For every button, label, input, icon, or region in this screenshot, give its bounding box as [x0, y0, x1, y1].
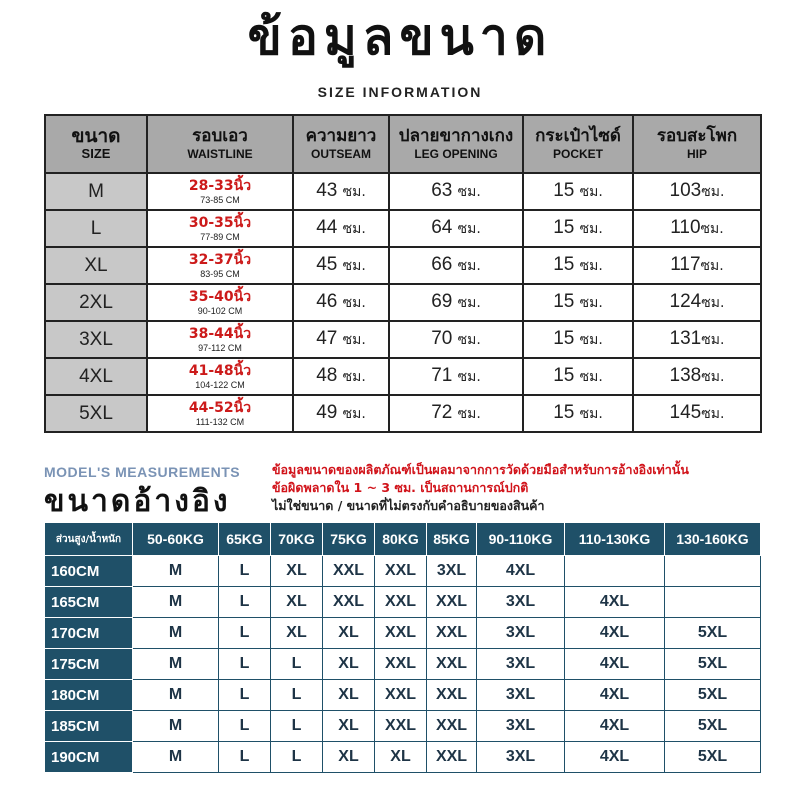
outseam-value-cell: [293, 395, 389, 432]
page-title: ข้อมูลขนาด: [247, 8, 553, 66]
waist-cell: [147, 321, 293, 358]
recommended-size: XL: [323, 711, 375, 742]
recommended-size: L: [271, 649, 323, 680]
size-row: [45, 173, 761, 210]
recommended-size: 3XL: [477, 680, 565, 711]
hip-value-cell: [633, 173, 761, 210]
waist-centimeters: 83-95 CM: [200, 268, 240, 279]
unit-label: ซม.: [700, 258, 724, 274]
recommended-size: 4XL: [565, 618, 665, 649]
hip-value-cell: [633, 210, 761, 247]
unit-label: ซม.: [457, 332, 481, 348]
model-measurements-label: MODEL'S MEASUREMENTS: [44, 464, 241, 480]
column-header-pocket: [523, 115, 633, 173]
recommended-size: M: [133, 711, 219, 742]
unit-label: ซม.: [700, 221, 724, 237]
size-row: [45, 210, 761, 247]
fit-row: [45, 680, 761, 711]
page-subtitle: SIZE INFORMATION: [317, 84, 483, 100]
leg-opening-value-cell: [389, 395, 523, 432]
hip-value-cell: [633, 358, 761, 395]
column-header-th: รอบสะโพก: [656, 126, 738, 146]
recommended-size: L: [219, 556, 271, 587]
weight-header: 80KG: [375, 523, 427, 556]
outseam-value-cell: [293, 284, 389, 321]
leg-opening-value: 69: [431, 291, 453, 312]
waist-cell: [147, 358, 293, 395]
recommended-size: XXL: [375, 618, 427, 649]
height-label: 180CM: [45, 680, 133, 711]
pocket-value-cell: [523, 284, 633, 321]
size-table-header-row: [45, 115, 761, 173]
column-header-waistline: [147, 115, 293, 173]
leg-opening-value: 70: [431, 328, 453, 349]
height-label: 165CM: [45, 587, 133, 618]
hip-value: 145: [669, 402, 702, 423]
unit-label: ซม.: [579, 221, 603, 237]
hip-value-cell: [633, 247, 761, 284]
unit-label: ซม.: [579, 258, 603, 274]
recommended-size: XXL: [375, 587, 427, 618]
recommended-size: XL: [323, 680, 375, 711]
height-label: 160CM: [45, 556, 133, 587]
unit-label: ซม.: [342, 184, 366, 200]
recommended-size: XL: [271, 587, 323, 618]
fit-row: [45, 742, 761, 773]
fit-row: [45, 587, 761, 618]
hip-value: 110: [670, 217, 701, 238]
pocket-value-cell: [523, 210, 633, 247]
hip-value-cell: [633, 395, 761, 432]
waist-centimeters: 73-85 CM: [200, 194, 240, 205]
unit-label: ซม.: [342, 406, 366, 422]
recommended-size: XXL: [427, 649, 477, 680]
column-header-en: WAISTLINE: [187, 147, 253, 161]
column-header-th: รอบเอว: [192, 126, 248, 146]
weight-header: 75KG: [323, 523, 375, 556]
outseam-value: 48: [316, 365, 338, 386]
outseam-value: 45: [316, 254, 338, 275]
weight-header: 110-130KG: [565, 523, 665, 556]
recommended-size: 4XL: [565, 649, 665, 680]
column-header-hip: [633, 115, 761, 173]
waist-centimeters: 104-122 CM: [195, 379, 245, 390]
mismatch-note: ไม่ใช่ขนาด / ขนาดที่ไม่ตรงกับคำอธิบายของสินค้า: [272, 498, 545, 513]
recommended-size: L: [219, 711, 271, 742]
waist-inches: 41-48นิ้ว: [188, 362, 252, 379]
column-header-outseam: [293, 115, 389, 173]
height-label: 175CM: [45, 649, 133, 680]
hip-value: 131: [669, 328, 702, 349]
unit-label: ซม.: [342, 332, 366, 348]
recommended-size: 5XL: [665, 711, 761, 742]
waist-cell: [147, 210, 293, 247]
recommended-size: 5XL: [665, 742, 761, 773]
size-table-body: [45, 173, 761, 432]
unit-label: ซม.: [457, 406, 481, 422]
waist-centimeters: 111-132 CM: [195, 416, 245, 427]
unit-label: ซม.: [701, 406, 725, 422]
size-row: [45, 395, 761, 432]
recommended-size: L: [271, 742, 323, 773]
measurement-note: ข้อมูลขนาดของผลิตภัณฑ์เป็นผลมาจากการวัดด้วยมือสำหรับการอ้างอิงเท่านั้น: [272, 462, 689, 477]
leg-opening-value-cell: [389, 210, 523, 247]
pocket-value: 15: [553, 180, 575, 201]
leg-opening-value-cell: [389, 284, 523, 321]
recommended-size: XXL: [427, 618, 477, 649]
column-header-th: ความยาว: [305, 126, 377, 146]
hip-value: 103: [669, 180, 702, 201]
waist-cell: [147, 247, 293, 284]
column-header-en: SIZE: [81, 146, 111, 161]
column-header-leg-opening: [389, 115, 523, 173]
pocket-value: 15: [553, 365, 575, 386]
size-label: 4XL: [45, 358, 147, 395]
recommended-size: L: [219, 587, 271, 618]
hip-value: 124: [669, 291, 702, 312]
column-header-en: LEG OPENING: [414, 147, 498, 161]
leg-opening-value: 63: [431, 180, 453, 201]
unit-label: ซม.: [579, 332, 603, 348]
recommended-size: L: [219, 649, 271, 680]
fit-row: [45, 556, 761, 587]
size-label: L: [45, 210, 147, 247]
fit-row: [45, 649, 761, 680]
size-information-table: [44, 114, 762, 433]
leg-opening-value-cell: [389, 247, 523, 284]
height-label: 185CM: [45, 711, 133, 742]
unit-label: ซม.: [457, 184, 481, 200]
size-row: [45, 321, 761, 358]
waist-inches: 38-44นิ้ว: [188, 325, 252, 342]
outseam-value-cell: [293, 210, 389, 247]
recommended-size: [665, 556, 761, 587]
outseam-value: 43: [316, 180, 338, 201]
fit-row: [45, 618, 761, 649]
hip-value-cell: [633, 284, 761, 321]
leg-opening-value: 72: [431, 402, 453, 423]
hip-value: 138: [669, 365, 702, 386]
waist-cell: [147, 173, 293, 210]
recommended-size: 5XL: [665, 680, 761, 711]
leg-opening-value-cell: [389, 173, 523, 210]
size-label: 3XL: [45, 321, 147, 358]
recommended-size: XL: [323, 618, 375, 649]
recommended-size: XXL: [323, 587, 375, 618]
unit-label: ซม.: [342, 369, 366, 385]
unit-label: ซม.: [579, 295, 603, 311]
size-label: XL: [45, 247, 147, 284]
recommended-size: 4XL: [565, 680, 665, 711]
recommended-size: XXL: [375, 556, 427, 587]
recommended-size: [665, 587, 761, 618]
pocket-value-cell: [523, 395, 633, 432]
waist-cell: [147, 284, 293, 321]
outseam-value-cell: [293, 358, 389, 395]
size-row: [45, 247, 761, 284]
waist-inches: 44-52นิ้ว: [188, 399, 252, 416]
recommended-size: 3XL: [427, 556, 477, 587]
unit-label: ซม.: [342, 258, 366, 274]
waist-inches: 32-37นิ้ว: [188, 251, 252, 268]
recommended-size: 3XL: [477, 711, 565, 742]
leg-opening-value: 71: [431, 365, 453, 386]
waist-cell: [147, 395, 293, 432]
column-header-en: OUTSEAM: [311, 147, 371, 161]
recommended-size: M: [133, 587, 219, 618]
column-header-th: ขนาด: [71, 125, 121, 147]
pocket-value-cell: [523, 321, 633, 358]
recommended-size: XXL: [323, 556, 375, 587]
leg-opening-value-cell: [389, 321, 523, 358]
size-row: [45, 358, 761, 395]
recommended-size: 3XL: [477, 742, 565, 773]
outseam-value: 44: [316, 217, 338, 238]
fit-row: [45, 711, 761, 742]
pocket-value: 15: [553, 217, 575, 238]
outseam-value-cell: [293, 173, 389, 210]
pocket-value-cell: [523, 358, 633, 395]
recommended-size: M: [133, 556, 219, 587]
waist-centimeters: 77-89 CM: [200, 231, 240, 242]
waist-inches: 28-33นิ้ว: [188, 177, 252, 194]
recommended-size: 5XL: [665, 618, 761, 649]
tolerance-note: ข้อผิดพลาดใน 1 ~ 3 ซม. เป็นสถานการณ์ปกติ: [272, 480, 529, 495]
size-label: 2XL: [45, 284, 147, 321]
recommended-size: XXL: [375, 711, 427, 742]
weight-header: 85KG: [427, 523, 477, 556]
pocket-value-cell: [523, 173, 633, 210]
outseam-value: 49: [316, 402, 338, 423]
recommended-size: M: [133, 649, 219, 680]
recommended-size: XL: [271, 556, 323, 587]
column-header-th: กระเป๋าไซด์: [535, 126, 621, 146]
waist-inches: 30-35นิ้ว: [188, 214, 252, 231]
unit-label: ซม.: [342, 295, 366, 311]
unit-label: ซม.: [457, 258, 481, 274]
unit-label: ซม.: [457, 295, 481, 311]
weight-header: 50-60KG: [133, 523, 219, 556]
unit-label: ซม.: [701, 369, 725, 385]
recommended-size: L: [271, 711, 323, 742]
reference-size-title: ขนาดอ้างอิง: [44, 484, 231, 519]
recommended-size: XXL: [427, 742, 477, 773]
unit-label: ซม.: [701, 295, 725, 311]
recommended-size: 3XL: [477, 587, 565, 618]
column-header-size: [45, 115, 147, 173]
recommended-size: 4XL: [477, 556, 565, 587]
recommended-size: XXL: [427, 587, 477, 618]
pocket-value: 15: [553, 291, 575, 312]
recommended-size: 5XL: [665, 649, 761, 680]
column-header-th: ปลายขากางเกง: [398, 126, 514, 146]
recommended-size: XXL: [427, 711, 477, 742]
size-row: [45, 284, 761, 321]
recommended-size: L: [219, 680, 271, 711]
pocket-value: 15: [553, 402, 575, 423]
recommended-size: 3XL: [477, 618, 565, 649]
unit-label: ซม.: [457, 221, 481, 237]
unit-label: ซม.: [342, 221, 366, 237]
waist-centimeters: 90-102 CM: [197, 305, 243, 316]
hip-value-cell: [633, 321, 761, 358]
recommended-size: XL: [323, 649, 375, 680]
leg-opening-value-cell: [389, 358, 523, 395]
recommended-size: 4XL: [565, 711, 665, 742]
recommended-size: XXL: [375, 649, 427, 680]
recommended-size: L: [271, 680, 323, 711]
unit-label: ซม.: [701, 332, 725, 348]
hip-value: 117: [670, 254, 701, 275]
weight-header: 130-160KG: [665, 523, 761, 556]
recommended-size: M: [133, 742, 219, 773]
column-header-en: HIP: [686, 147, 707, 161]
recommended-size: XL: [271, 618, 323, 649]
outseam-value: 47: [316, 328, 338, 349]
recommended-size: M: [133, 618, 219, 649]
unit-label: ซม.: [701, 184, 725, 200]
pocket-value: 15: [553, 254, 575, 275]
height-label: 190CM: [45, 742, 133, 773]
recommended-size: M: [133, 680, 219, 711]
unit-label: ซม.: [579, 184, 603, 200]
weight-header: 70KG: [271, 523, 323, 556]
recommended-size: 4XL: [565, 742, 665, 773]
height-weight-fit-table: [44, 522, 761, 773]
outseam-value-cell: [293, 321, 389, 358]
column-header-en: POCKET: [552, 147, 603, 161]
pocket-value-cell: [523, 247, 633, 284]
leg-opening-value: 64: [431, 217, 453, 238]
recommended-size: [565, 556, 665, 587]
weight-header: 90-110KG: [477, 523, 565, 556]
size-label: 5XL: [45, 395, 147, 432]
size-label: M: [45, 173, 147, 210]
fit-table-body: [45, 556, 761, 773]
recommended-size: 4XL: [565, 587, 665, 618]
unit-label: ซม.: [579, 406, 603, 422]
outseam-value-cell: [293, 247, 389, 284]
recommended-size: XXL: [375, 680, 427, 711]
waist-centimeters: 97-112 CM: [198, 342, 242, 353]
unit-label: ซม.: [579, 369, 603, 385]
recommended-size: XXL: [427, 680, 477, 711]
recommended-size: XL: [323, 742, 375, 773]
pocket-value: 15: [553, 328, 575, 349]
recommended-size: L: [219, 742, 271, 773]
weight-header: 65KG: [219, 523, 271, 556]
unit-label: ซม.: [457, 369, 481, 385]
waist-inches: 35-40นิ้ว: [188, 288, 252, 305]
recommended-size: L: [219, 618, 271, 649]
leg-opening-value: 66: [431, 254, 453, 275]
height-label: 170CM: [45, 618, 133, 649]
fit-table-header-row: [45, 523, 761, 556]
recommended-size: 3XL: [477, 649, 565, 680]
recommended-size: XL: [375, 742, 427, 773]
height-weight-corner-header: ส่วนสูง/น้ำหนัก: [45, 523, 133, 556]
outseam-value: 46: [316, 291, 338, 312]
